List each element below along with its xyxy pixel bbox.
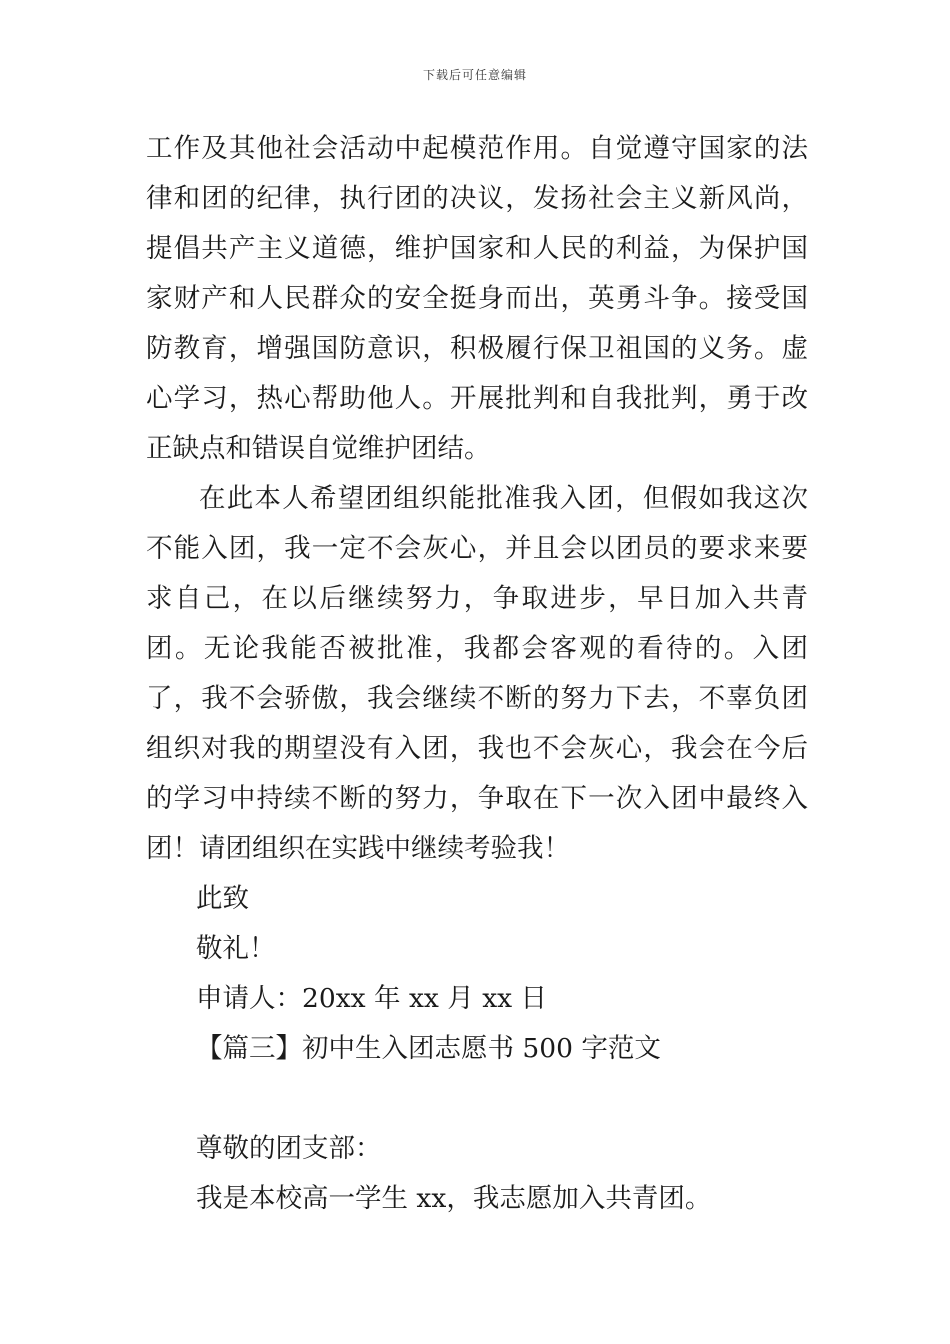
paragraph-application-hope: 在此本人希望团组织能批准我入团，但假如我这次不能入团，我一定不会灰心，并且会以团员的要求来要求自己，在以后继续努力，争取进步，早日加入共青团。无论我能否被批准，我都会客观的看待的。入团了，我不会骄傲，我会继续不断的努力下去，不辜负团组织对我的期望没有入团，我也不会灰心，我会在今后的学习中持续不断的努力，争取在下一次入团中最终入团！请团组织在实践中继续考验我！ — [146, 483, 808, 864]
closing-salute: 敬礼！ — [196, 933, 276, 964]
salutation: 尊敬的团支部： — [196, 1133, 382, 1164]
blank-line — [146, 1074, 808, 1124]
closing-greeting: 此致 — [196, 883, 249, 914]
section-title: 【篇三】初中生入团志愿书 500 字范文 — [196, 1033, 661, 1064]
header-note: 下载后可任意编辑 — [422, 68, 527, 82]
intro-line: 我是本校高一学生 xx，我志愿加入共青团。 — [196, 1183, 712, 1214]
signature-line: 申请人：20xx 年 xx 月 xx 日 — [196, 983, 548, 1014]
document-body — [146, 124, 808, 1224]
paragraph-continuation: 工作及其他社会活动中起模范作用。自觉遵守国家的法律和团的纪律，执行团的决议，发扬社会主义新风尚，提倡共产主义道德，维护国家和人民的利益，为保护国家财产和人民群众的安全挺身而出，英勇斗争。接受国防教育，增强国防意识，积极履行保卫祖国的义务。虚心学习，热心帮助他人。开展批判和自我批判，勇于改正缺点和错误自觉维护团结。 — [146, 133, 808, 464]
